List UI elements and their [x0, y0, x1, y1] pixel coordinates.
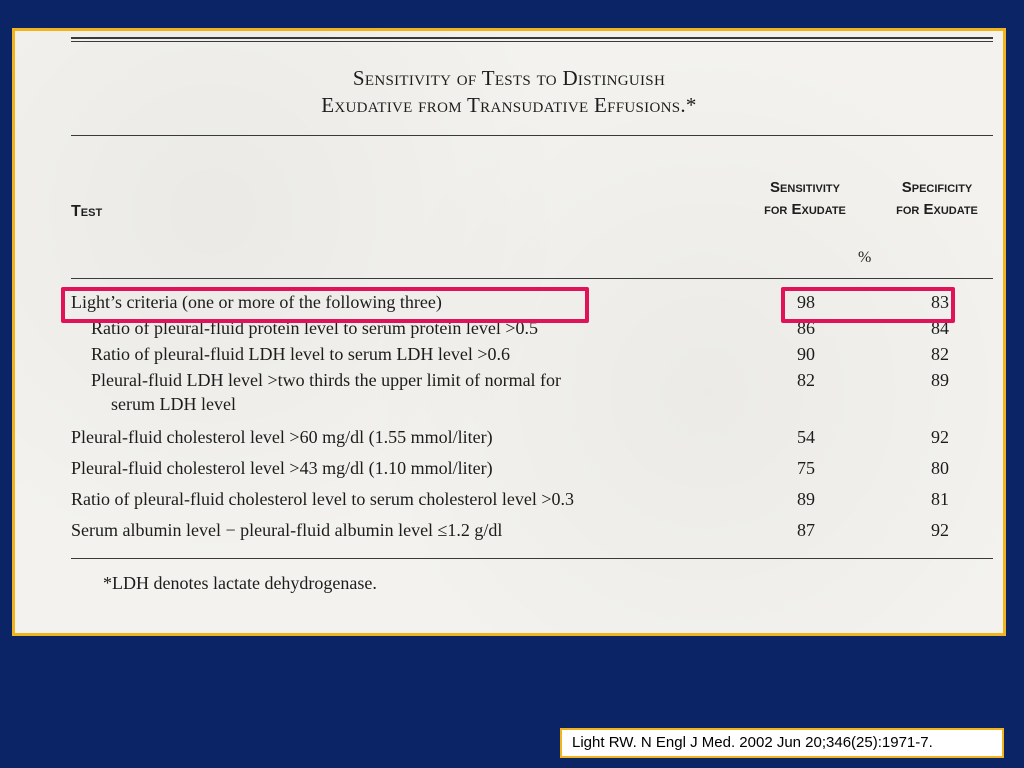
- highlight-lights-criteria-values: [781, 287, 955, 323]
- row-label: Ratio of pleural-fluid cholesterol level to serum cholesterol level >0.3: [71, 489, 574, 509]
- row-label: Light’s criteria (one or more of the following three): [71, 292, 442, 312]
- table-footnote: *LDH denotes lactate dehydrogenase.: [103, 573, 377, 593]
- row-label-continued: serum LDH level: [111, 394, 236, 414]
- bottom-rule: [71, 558, 993, 559]
- table-slide-frame: [12, 28, 1006, 636]
- unit-percent: %: [858, 249, 872, 266]
- row-sensitivity: 82: [797, 370, 815, 390]
- row-sensitivity: 54: [797, 427, 815, 447]
- citation-box: Light RW. N Engl J Med. 2002 Jun 20;346(25):1971-7.: [560, 728, 1004, 758]
- table-row: [15, 344, 1003, 368]
- table-row: [15, 489, 1003, 513]
- table-row: [15, 370, 1003, 418]
- row-specificity: 82: [931, 344, 949, 364]
- top-rule-thin: [71, 41, 993, 42]
- table-title-line2: Exudative from Transudative Effusions.*: [321, 93, 697, 117]
- row-specificity: 89: [931, 370, 949, 390]
- col-header-test: Test: [71, 203, 103, 220]
- col-header-specificity: Specificity for Exudate: [896, 179, 978, 218]
- row-sensitivity: 89: [797, 489, 815, 509]
- row-label: Serum albumin level − pleural-fluid albumin level ≤1.2 g/dl: [71, 520, 503, 540]
- row-sensitivity: 90: [797, 344, 815, 364]
- header-rule: [71, 278, 993, 279]
- row-specificity: 92: [931, 427, 949, 447]
- row-specificity: 84: [931, 318, 949, 338]
- row-sensitivity: 87: [797, 520, 815, 540]
- row-label: Ratio of pleural-fluid protein level to serum protein level >0.5: [91, 318, 539, 338]
- row-sensitivity: 86: [797, 318, 815, 338]
- row-specificity: 81: [931, 489, 949, 509]
- row-label: Pleural-fluid LDH level >two thirds the upper limit of normal for: [91, 370, 562, 390]
- title-rule: [71, 135, 993, 136]
- row-specificity: 83: [931, 292, 949, 312]
- table-title-line1: Sensitivity of Tests to Distinguish: [352, 66, 666, 90]
- row-sensitivity: 75: [797, 458, 815, 478]
- row-label: Pleural-fluid cholesterol level >43 mg/dl (1.10 mmol/liter): [71, 458, 493, 478]
- table-row: [15, 458, 1003, 482]
- row-sensitivity: 98: [797, 292, 815, 312]
- top-rule: [71, 37, 993, 39]
- row-label: Pleural-fluid cholesterol level >60 mg/dl (1.55 mmol/liter): [71, 427, 493, 447]
- col-header-sensitivity: Sensitivity for Exudate: [764, 179, 846, 218]
- highlight-lights-criteria-label: [61, 287, 589, 323]
- row-specificity: 92: [931, 520, 949, 540]
- row-specificity: 80: [931, 458, 949, 478]
- table-row: [15, 520, 1003, 544]
- table-row: [15, 427, 1003, 451]
- row-label: Ratio of pleural-fluid LDH level to serum LDH level >0.6: [91, 344, 511, 364]
- scanned-table: [15, 31, 1003, 633]
